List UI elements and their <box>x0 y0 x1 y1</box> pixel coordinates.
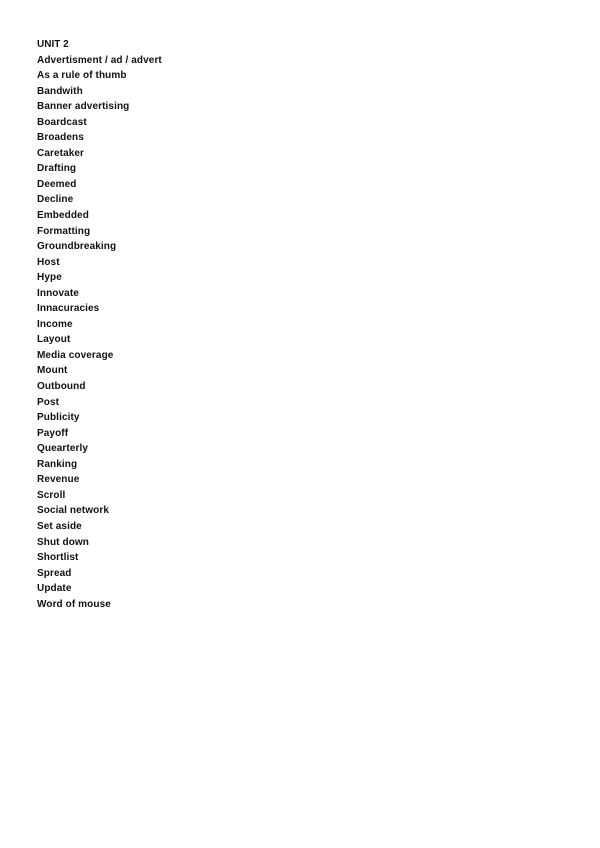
vocabulary-term: Advertisment / ad / advert <box>37 54 162 66</box>
vocabulary-term: Shut down <box>37 536 89 548</box>
vocabulary-term: Revenue <box>37 474 80 486</box>
vocabulary-term: As a rule of thumb <box>37 70 127 82</box>
vocabulary-list <box>37 53 162 613</box>
vocabulary-term: Word of mouse <box>37 598 111 610</box>
unit-title: UNIT 2 <box>37 39 69 50</box>
vocabulary-term: Ranking <box>37 458 78 470</box>
vocabulary-term: Host <box>37 256 60 268</box>
vocabulary-term: Broadens <box>37 132 84 144</box>
vocabulary-term: Publicity <box>37 412 80 424</box>
vocabulary-term: Banner advertising <box>37 101 130 113</box>
vocabulary-term: Boardcast <box>37 116 87 128</box>
vocabulary-term: Post <box>37 396 60 408</box>
vocabulary-term: Hype <box>37 272 62 284</box>
vocabulary-term: Set aside <box>37 520 82 532</box>
vocabulary-term: Embedded <box>37 210 89 222</box>
vocabulary-term: Outbound <box>37 381 86 393</box>
vocabulary-term: Mount <box>37 365 68 377</box>
vocabulary-term: Update <box>37 583 72 595</box>
vocabulary-term: Social network <box>37 505 109 517</box>
vocabulary-term: Bandwith <box>37 85 83 97</box>
vocabulary-term: Drafting <box>37 163 77 175</box>
vocabulary-term: Innacuracies <box>37 303 100 315</box>
vocabulary-term: Groundbreaking <box>37 241 117 253</box>
vocabulary-term: Deemed <box>37 178 77 190</box>
document-content <box>37 37 162 612</box>
vocabulary-term: Shortlist <box>37 552 79 564</box>
vocabulary-term: Layout <box>37 334 71 346</box>
vocabulary-term: Decline <box>37 194 74 206</box>
vocabulary-term: Spread <box>37 567 72 579</box>
vocabulary-term: Media coverage <box>37 349 114 361</box>
vocabulary-term: Payoff <box>37 427 69 439</box>
vocabulary-term: Caretaker <box>37 147 85 159</box>
vocabulary-term: Formatting <box>37 225 91 237</box>
vocabulary-term: Quearterly <box>37 443 89 455</box>
vocabulary-term: Innovate <box>37 287 79 299</box>
vocabulary-term: Scroll <box>37 489 66 501</box>
vocabulary-term: Income <box>37 318 73 330</box>
